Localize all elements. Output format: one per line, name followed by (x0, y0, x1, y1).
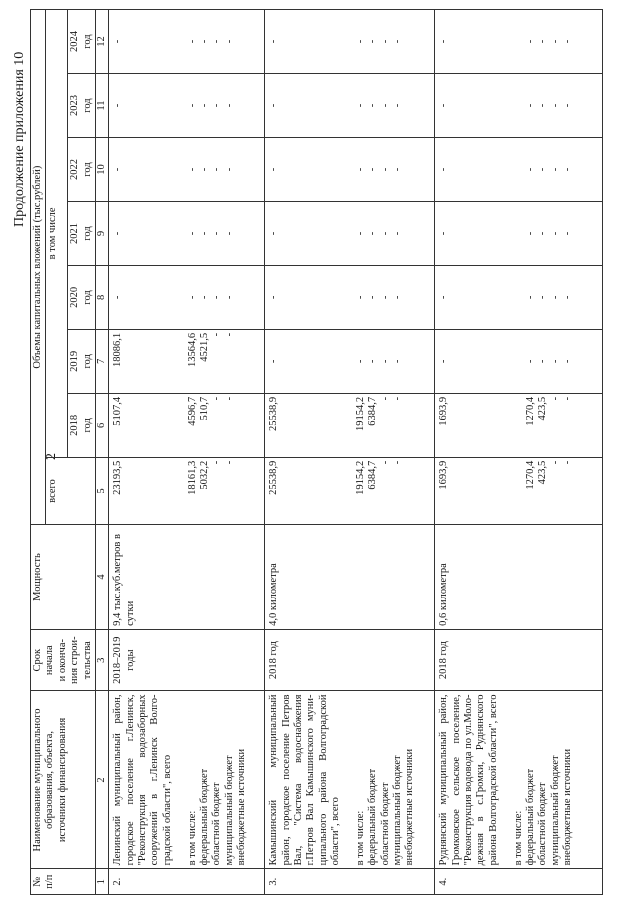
column-number: 6 (95, 393, 108, 457)
header-name: Наименование муниципального образования, объекта, источники финансирования (31, 691, 96, 869)
header-year-2018: 2018 год (68, 393, 96, 457)
column-number: 10 (95, 138, 108, 202)
column-number: 3 (95, 629, 108, 691)
amount-2019: 18086,1 13564,6 4521,5 - - (109, 329, 265, 393)
row-number: 3. (265, 869, 435, 895)
construction-term: 2018 год (265, 629, 435, 691)
amount-2024: - - - - - (109, 10, 265, 74)
capital-investment-table (30, 9, 603, 895)
capacity: 4,0 километра (265, 525, 435, 630)
page-number: 2 (44, 453, 59, 460)
amount-2024: - - - - - (265, 10, 435, 74)
capacity: 0,6 километра (435, 525, 603, 630)
amount-2020: - - - - - (435, 265, 603, 329)
amount-2020: - - - - - (265, 265, 435, 329)
amount-2018: 25538,9 19154,2 6384,7 - - (265, 393, 435, 457)
object-description: Руднянский муниципальный район, Громковское сельское поселение, "Реконструкция водовода по ул.Моло-дежная в с.Громки, Руднянского района Волгоградской области", всего в том числе: федеральный бюджет областной бюджет муниципальный бюджет внебюджетные источники (435, 691, 603, 869)
amount-2019: - - - - - (435, 329, 603, 393)
amount-2020: - - - - - (109, 265, 265, 329)
row-number: 2. (109, 869, 265, 895)
construction-term: 2018 год (435, 629, 603, 691)
amount-2023: - - - - - (265, 74, 435, 138)
column-number: 11 (95, 74, 108, 138)
row-number: 4. (435, 869, 603, 895)
total-amount: 25538,9 19154,2 6384,7 - - (265, 457, 435, 524)
header-year-2023: 2023 год (68, 74, 96, 138)
amount-2022: - - - - - (265, 138, 435, 202)
header-year-2019: 2019 год (68, 329, 96, 393)
amount-2019: - - - - - (265, 329, 435, 393)
amount-2021: - - - - - (265, 201, 435, 265)
header-year-2021: 2021 год (68, 201, 96, 265)
column-number: 5 (95, 457, 108, 524)
table-row (265, 10, 435, 895)
column-number: 1 (95, 869, 108, 895)
column-number: 9 (95, 201, 108, 265)
column-number: 7 (95, 329, 108, 393)
header-term: Срок начала и оконча- ния строи- тельства (31, 629, 96, 691)
amount-2021: - - - - - (435, 201, 603, 265)
column-number: 8 (95, 265, 108, 329)
header-volume-group: Объемы капитальных вложений (тыс.рублей) (31, 10, 46, 525)
amount-2023: - - - - - (109, 74, 265, 138)
amount-2024: - - - - - (435, 10, 603, 74)
amount-2018: 5107,4 4596,7 510,7 - - (109, 393, 265, 457)
header-year-2020: 2020 год (68, 265, 96, 329)
header-year-2024: 2024 год (68, 10, 96, 74)
column-number: 12 (95, 10, 108, 74)
amount-2022: - - - - - (435, 138, 603, 202)
object-description: Камышинский муниципальный район, городское поселение Петров Вал, "Система водоснабжения г.Петров Вал Камышинского муни-ципального района Волгоградской области", всего в том числе: федеральный бюджет областной бюджет муниципальный бюджет внебюджетные источники (265, 691, 435, 869)
amount-2023: - - - - - (435, 74, 603, 138)
amount-2022: - - - - - (109, 138, 265, 202)
table-row (109, 10, 265, 895)
amount-2018: 1693,9 1270,4 423,5 - - (435, 393, 603, 457)
header-incl: в том числе (46, 10, 68, 458)
column-number: 2 (95, 691, 108, 869)
capacity: 9,4 тыс.куб.метров в сутки (109, 525, 265, 630)
header-no: № п/п (31, 869, 96, 895)
construction-term: 2018–2019 годы (109, 629, 265, 691)
column-number: 4 (95, 525, 108, 630)
header-capacity: Мощность (31, 525, 96, 630)
amount-2021: - - - - - (109, 201, 265, 265)
header-year-2022: 2022 год (68, 138, 96, 202)
total-amount: 1693,9 1270,4 423,5 - - (435, 457, 603, 524)
header-total: всего (46, 457, 96, 524)
table-row (435, 10, 603, 895)
object-description: Ленинский муниципальный район, городское поселение г.Ленинск, "Реконструкция водозаборных сооружений в г.Ленинск Волго-градской области", всего в том числе: федеральный бюджет областной бюджет муниципальный бюджет внебюджетные источники (109, 691, 265, 869)
total-amount: 23193,5 18161,3 5032,2 - - (109, 457, 265, 524)
appendix-caption: Продолжение приложения 10 (12, 51, 27, 227)
